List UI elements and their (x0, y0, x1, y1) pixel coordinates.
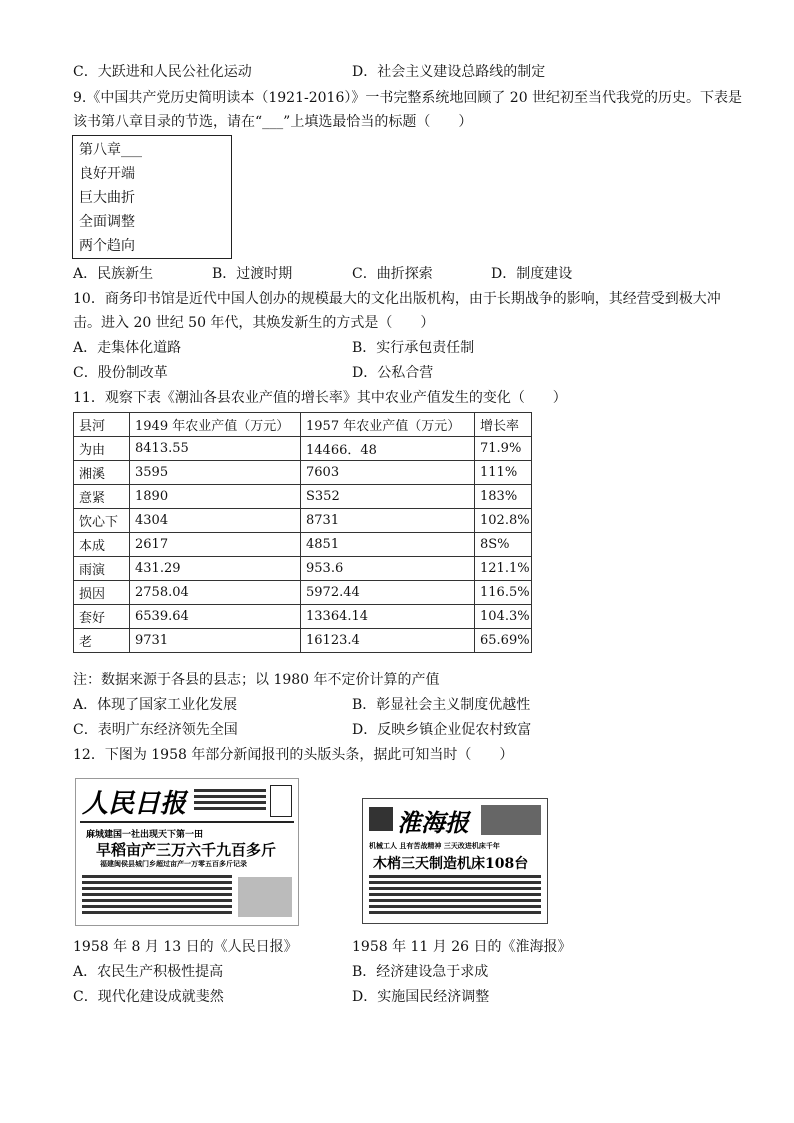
table-cell: 7603 (301, 461, 475, 485)
table-cell: 雨演 (74, 557, 130, 581)
table-cell: 老 (74, 629, 130, 653)
q11-option-c: C．表明广东经济领先全国 (73, 722, 238, 738)
rule-line (80, 821, 294, 823)
q12-caption-renmin: 1958 年 8 月 13 日的《人民日报》 (73, 939, 298, 955)
table-cell: 4851 (301, 533, 475, 557)
q10-stem-line1: 10．商务印书馆是近代中国人创办的规模最大的文化出版机构，由于长期战争的影响，其经营受到极大冲 (73, 291, 721, 307)
table-cell: 13364.14 (301, 605, 475, 629)
table-cell: 104.3% (475, 605, 532, 629)
q11-data-table (73, 412, 532, 653)
table-cell: 套好 (74, 605, 130, 629)
renmin-headline-2: 早稻亩产三万六千九百多斤 (96, 841, 277, 859)
table-row (74, 629, 532, 653)
table-cell: 2758.04 (130, 581, 301, 605)
masthead-text-lines (194, 789, 266, 813)
q9-box-item: 巨大曲折 (79, 190, 135, 206)
issue-number-box (270, 785, 292, 817)
table-header-cell: 县河 (74, 413, 130, 437)
q11-option-d: D．反映乡镇企业促农村致富 (352, 722, 532, 738)
q10-option-d: D．公私合营 (352, 365, 434, 381)
table-row (74, 509, 532, 533)
q10-option-c: C．股份制改革 (73, 365, 168, 381)
table-cell: 意紧 (74, 485, 130, 509)
table-row (74, 557, 532, 581)
huaihai-masthead: 淮海报 (397, 808, 469, 837)
q9-box-item: 第八章___ (79, 142, 142, 158)
table-cell: 8731 (301, 509, 475, 533)
table-row (74, 485, 532, 509)
table-header-cell: 1957 年农业产值（万元） (301, 413, 475, 437)
table-cell: 116.5% (475, 581, 532, 605)
q11-option-a: A．体现了国家工业化发展 (73, 697, 238, 713)
article-text-lines (369, 875, 541, 917)
table-cell: 431.29 (130, 557, 301, 581)
q9-box-item: 全面调整 (79, 214, 135, 230)
table-cell: 121.1% (475, 557, 532, 581)
q12-stem: 12．下图为 1958 年部分新闻报刊的头版头条，据此可知当时（ ） (73, 747, 514, 763)
table-cell: 111% (475, 461, 532, 485)
q9-option-a: A．民族新生 (73, 266, 154, 282)
table-row (74, 533, 532, 557)
table-cell: 4304 (130, 509, 301, 533)
q9-option-d: D．制度建设 (491, 266, 573, 282)
q12-option-a: A．农民生产积极性提高 (73, 964, 224, 980)
q9-box-item: 良好开端 (79, 166, 135, 182)
table-cell: 65.69% (475, 629, 532, 653)
q8-option-c: C．大跃进和人民公社化运动 (73, 64, 252, 80)
q10-option-a: A．走集体化道路 (73, 340, 182, 356)
table-cell: 5972.44 (301, 581, 475, 605)
table-cell: 2617 (130, 533, 301, 557)
table-cell: 953.6 (301, 557, 475, 581)
table-cell: S352 (301, 485, 475, 509)
q12-option-d: D．实施国民经济调整 (352, 989, 490, 1005)
table-header-cell: 增长率 (475, 413, 532, 437)
renmin-masthead: 人民日报 (82, 789, 187, 819)
table-cell: 3595 (130, 461, 301, 485)
q11-option-b: B．彰显社会主义制度优越性 (352, 697, 531, 713)
q12-option-b: B．经济建设急于求成 (352, 964, 489, 980)
table-row (74, 605, 532, 629)
q9-option-c: C．曲折探索 (352, 266, 433, 282)
table-cell: 8S% (475, 533, 532, 557)
table-header-row (74, 413, 532, 437)
table-row (74, 461, 532, 485)
table-cell: 饮心下 (74, 509, 130, 533)
q9-box-item: 两个趋向 (79, 238, 135, 254)
newspaper-renmin-ribao-image (75, 778, 299, 926)
q11-note: 注：数据来源于各县的县志；以 1980 年不定价计算的产值 (73, 672, 440, 688)
table-cell: 16123.4 (301, 629, 475, 653)
q8-option-d: D．社会主义建设总路线的制定 (352, 64, 546, 80)
q9-stem-line2: 该书第八章目录的节选，请在“___”上填选最恰当的标题（ ） (73, 114, 473, 130)
table-cell: 湘溪 (74, 461, 130, 485)
renmin-headline-1: 麻城建国一社出现天下第一田 (86, 830, 204, 840)
news-photo (238, 877, 292, 917)
table-cell: 9731 (130, 629, 301, 653)
renmin-headline-3: 福建闽侯县城门乡超过亩产一万零五百多斤记录 (100, 859, 247, 868)
huaihai-headline-2: 木梢三天制造机床108台 (373, 856, 529, 872)
table-cell: 8413.55 (130, 437, 301, 461)
table-row (74, 437, 532, 461)
table-cell: 183% (475, 485, 532, 509)
table-cell: 本成 (74, 533, 130, 557)
table-cell: 为由 (74, 437, 130, 461)
q10-option-b: B．实行承包责任制 (352, 340, 475, 356)
logo-block (369, 807, 393, 831)
table-cell: 71.9% (475, 437, 532, 461)
masthead-photo (481, 805, 541, 835)
q12-option-c: C．现代化建设成就斐然 (73, 989, 224, 1005)
table-header-cell: 1949 年农业产值（万元） (130, 413, 301, 437)
q12-caption-huaihai: 1958 年 11 月 26 日的《淮海报》 (352, 939, 572, 955)
table-cell: 102.8% (475, 509, 532, 533)
q11-stem: 11．观察下表《潮汕各县农业产值的增长率》其中农业产值发生的变化（ ） (73, 390, 567, 406)
q9-stem-line1: 9.《中国共产党历史简明读本（1921-2016）》一书完整系统地回顾了 20 世纪初至当代我党的历史。下表是 (73, 90, 743, 106)
q9-option-b: B．过渡时期 (212, 266, 293, 282)
newspaper-huaihai-bao-image (362, 798, 548, 924)
table-cell: 6539.64 (130, 605, 301, 629)
table-cell: 损因 (74, 581, 130, 605)
article-text-lines (82, 875, 232, 917)
table-cell: 14466．48 (301, 437, 475, 461)
huaihai-headline-1: 机械工人 且有苦战精神 三天改进机床千年 (369, 841, 500, 850)
q10-stem-line2: 击。进入 20 世纪 50 年代，其焕发新生的方式是（ ） (73, 315, 435, 331)
table-cell: 1890 (130, 485, 301, 509)
table-row (74, 581, 532, 605)
q9-contents-box (72, 135, 232, 259)
